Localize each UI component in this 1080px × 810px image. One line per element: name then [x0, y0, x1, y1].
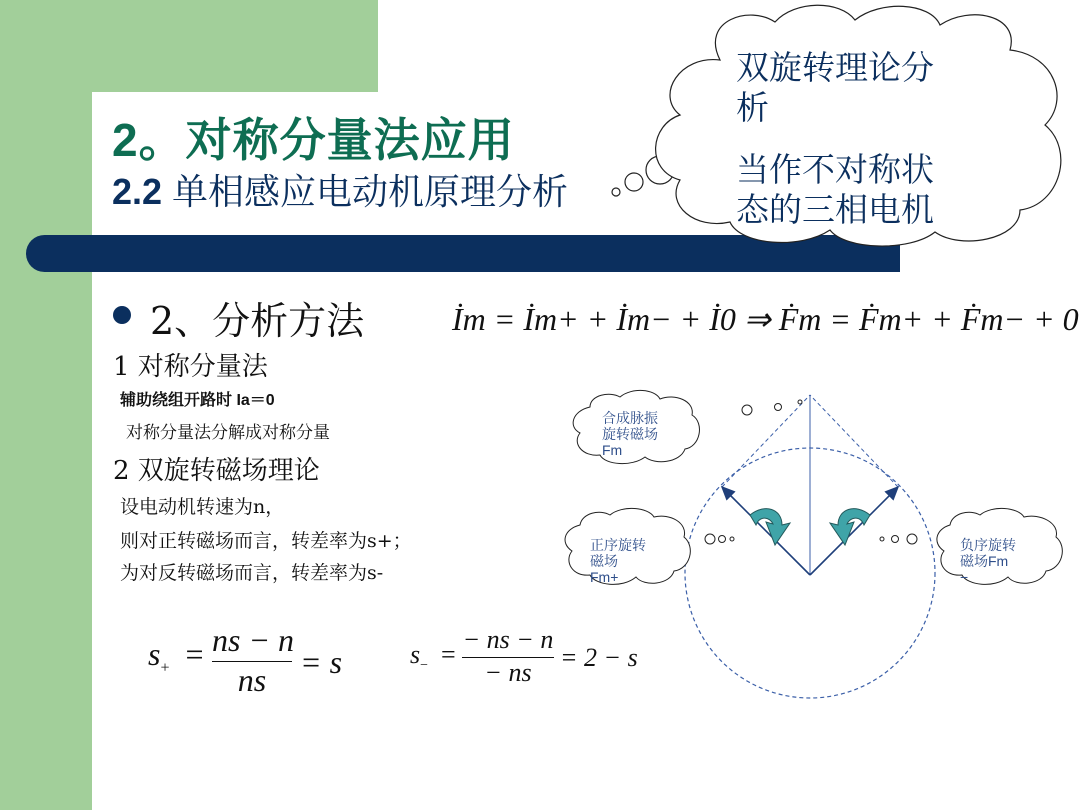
cloud-bubble-small [612, 188, 620, 196]
positive-label-line2: 磁场 [590, 553, 618, 569]
subtitle-text: 单相感应电动机原理分析 [162, 171, 569, 212]
s-minus-subscript: − [420, 658, 429, 674]
resultant-field-label [602, 410, 658, 458]
method-2-heading: 2 双旋转磁场理论 [113, 456, 320, 486]
bubble [798, 400, 802, 404]
cloud-text-block-2 [736, 150, 934, 230]
method-2-line-2: 则对正转磁场而言，转差率为s+； [120, 530, 412, 552]
s-minus-denominator: − ns [484, 658, 532, 687]
resultant-label-line1: 合成脉振 [602, 410, 658, 426]
method-2-line-3: 为对反转磁场而言，转差率为s- [120, 562, 384, 584]
cloud-line-2: 析 [736, 89, 769, 126]
rotation-arrow-left [750, 509, 790, 545]
method-1-heading: 1 对称分量法 [113, 352, 268, 382]
bubble [880, 537, 884, 541]
cloud-line-3: 当作不对称状 [736, 151, 934, 188]
positive-sequence-vector [722, 487, 810, 575]
resultant-label-line2: 旋转磁场 [602, 426, 658, 442]
negative-sequence-vector [810, 487, 898, 575]
subtitle-number: 2.2 [112, 171, 163, 212]
negative-field-label [960, 537, 1016, 585]
main-equation: İm = İm+ + İm− + İ0 ⇒ Ḟm = Ḟm+ + Ḟm− + 0 [452, 301, 1079, 337]
parallelogram-line-right [810, 395, 898, 487]
s-minus-formula: $s_-$ = [410, 640, 456, 674]
negative-label-line3: − [960, 569, 969, 585]
negative-label-line1: 负序旋转 [960, 537, 1016, 553]
positive-label-line1: 正序旋转 [590, 537, 646, 553]
bubble [705, 534, 715, 544]
s-plus-denominator: ns [237, 662, 267, 698]
s-minus-lhs: s [410, 640, 421, 669]
negative-label-line2: 磁场Fm [960, 553, 1009, 569]
s-plus-fraction [212, 622, 295, 699]
s-plus-result: = s [300, 644, 343, 680]
bubble [775, 404, 782, 411]
rotation-arrow-right [830, 509, 870, 545]
cloud-text-block-1 [736, 48, 934, 128]
method-1-description: 对称分量法分解成对称分量 [126, 423, 330, 443]
cloud-line-1: 双旋转理论分 [736, 49, 934, 86]
bullet-heading: 2、分析方法 [150, 299, 365, 343]
positive-field-label [590, 537, 646, 585]
cloud-line-4: 态的三相电机 [736, 191, 934, 228]
bubble [742, 405, 752, 415]
s-plus-formula: $s_+$ = [148, 636, 204, 677]
s-plus-numerator: ns − n [212, 622, 292, 662]
method-1-note: 辅助绕组开路时 Ia＝0 [120, 392, 275, 409]
method-2-line-1: 设电动机转速为n， [120, 496, 285, 518]
bubble [892, 536, 899, 543]
top-green-band [0, 0, 378, 92]
s-plus-subscript: + [160, 659, 170, 677]
slide-subtitle [112, 164, 568, 215]
bullet-dot [113, 306, 131, 324]
slide-title: 2。对称分量法应用 [112, 114, 515, 166]
left-green-band [0, 0, 92, 810]
bubble [907, 534, 917, 544]
cloud-bubble-medium [625, 173, 643, 191]
positive-label-line3: Fm+ [590, 569, 619, 585]
bubble [719, 536, 726, 543]
s-minus-result: = 2 − s [560, 643, 638, 672]
s-plus-lhs: s [148, 636, 161, 672]
parallelogram-line-left [722, 395, 810, 487]
s-minus-fraction [462, 625, 554, 688]
s-minus-numerator: − ns − n [462, 625, 554, 658]
bubble [730, 537, 734, 541]
resultant-label-line3: Fm [602, 442, 623, 458]
